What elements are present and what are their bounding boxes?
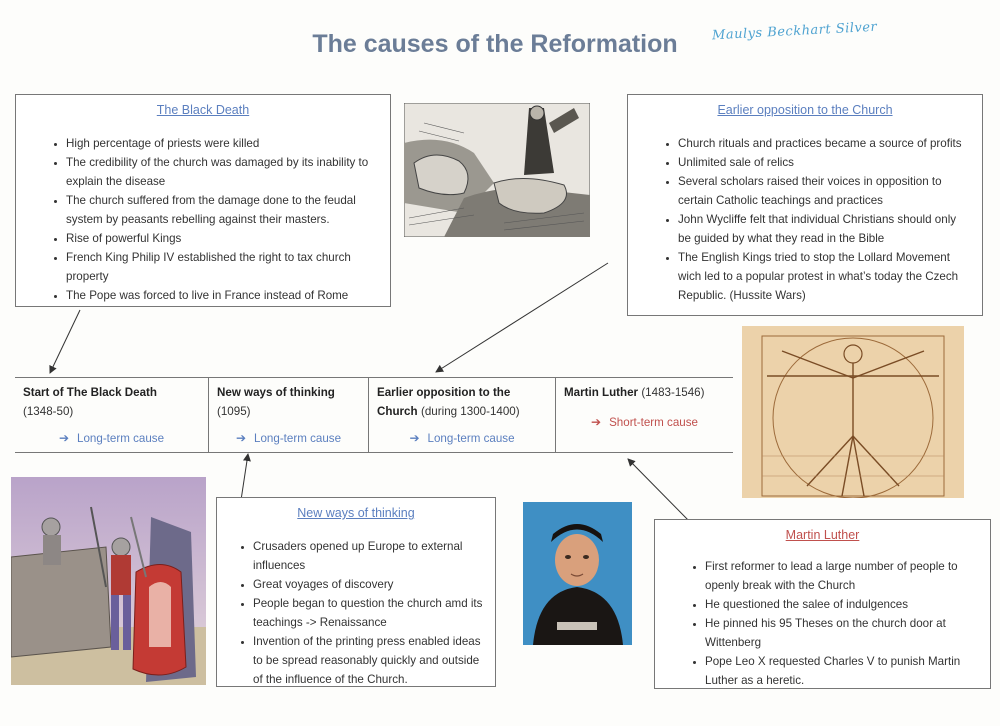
right-arrow-icon: ➔: [58, 431, 70, 445]
martin-luther-portrait-image: [523, 502, 632, 645]
timeline-table: [15, 377, 733, 453]
timeline-title: Earlier opposition to the Church: [377, 386, 511, 418]
cause-label: [556, 413, 733, 432]
timeline-cell-black-death: [15, 378, 209, 452]
new-ways-box: [216, 497, 496, 687]
timeline-cell-martin-luther: [556, 378, 733, 452]
timeline-date: (1483-1546): [641, 386, 705, 399]
timeline-title: Martin Luther: [564, 386, 639, 399]
list-item: • Invention of the printing press enabled ideas to be spread reasonably quickly and outside of the influence of the Church.: [253, 632, 495, 689]
list-item: • Unlimited sale of relics: [678, 153, 982, 172]
earlier-opposition-box: [627, 94, 983, 316]
list-item: • Pope Leo X requested Charles V to punish Martin Luther as a heretic.: [705, 652, 990, 690]
timeline-date: (during 1300-1400): [421, 405, 520, 418]
timeline-cell-earlier-opposition: [369, 378, 556, 452]
cause-label: [209, 429, 368, 448]
martin-luther-box: [654, 519, 991, 689]
new-ways-list: [217, 537, 495, 689]
crusaders-illustration-image: [11, 477, 206, 685]
list-item: • People began to question the church amd its teachings -> Renaissance: [253, 594, 495, 632]
martin-luther-list: [655, 557, 990, 690]
arrow-martin-luther: [628, 459, 692, 524]
black-death-list: [16, 134, 390, 305]
cause-text: Short-term cause: [609, 416, 698, 429]
list-item: • The Pope was forced to live in France instead of Rome: [66, 286, 390, 305]
list-item: • Crusaders opened up Europe to external influences: [253, 537, 495, 575]
right-arrow-icon: ➔: [235, 431, 247, 445]
martin-luther-heading: Martin Luther: [785, 528, 860, 542]
list-item: • The English Kings tried to stop the Lollard Movement wich led to a popular protest in what’s today the Czech Republic. (Hussite Wars): [678, 248, 982, 305]
timeline-cell-new-ways: [209, 378, 369, 452]
cause-text: Long-term cause: [77, 432, 165, 445]
cause-text: Long-term cause: [254, 432, 342, 445]
arrow-black-death: [50, 310, 80, 373]
list-item: • French King Philip IV established the right to tax church property: [66, 248, 390, 286]
earlier-opposition-list: [628, 134, 982, 305]
timeline-date: (1095): [217, 405, 251, 418]
handwritten-signature: Maulys Beckhart Silver: [711, 19, 878, 44]
vitruvian-man-image: [742, 326, 964, 498]
right-arrow-icon: ➔: [591, 415, 602, 429]
list-item: • The credibility of the church was damaged by its inability to explain the disease: [66, 153, 390, 191]
list-item: • Several scholars raised their voices in opposition to certain Catholic teachings and practices: [678, 172, 982, 210]
list-item: • High percentage of priests were killed: [66, 134, 390, 153]
list-item: • John Wycliffe felt that individual Christians should only be guided by what they read in the Bible: [678, 210, 982, 248]
page-title: The causes of the Reformation: [312, 30, 678, 58]
list-item: • Great voyages of discovery: [253, 575, 495, 594]
timeline-title: Start of The Black Death: [23, 386, 158, 399]
timeline-date: (1348-50): [23, 405, 74, 418]
black-death-heading: The Black Death: [156, 103, 250, 117]
black-death-engraving-image: [404, 103, 590, 237]
cause-label: [369, 429, 555, 448]
list-item: • The church suffered from the damage done to the feudal system by peasants rebelling against their masters.: [66, 191, 390, 229]
black-death-box: [15, 94, 391, 307]
new-ways-heading: New ways of thinking: [297, 506, 415, 520]
cause-text: Long-term cause: [427, 432, 515, 445]
list-item: • He questioned the salee of indulgences: [705, 595, 990, 614]
right-arrow-icon: ➔: [409, 431, 420, 445]
cause-label: [15, 429, 208, 448]
arrow-earlier-opposition: [436, 263, 608, 372]
timeline-title: New ways of thinking: [217, 386, 335, 399]
earlier-opposition-heading: Earlier opposition to the Church: [717, 103, 893, 117]
list-item: • Church rituals and practices became a source of profits: [678, 134, 982, 153]
list-item: • First reformer to lead a large number of people to openly break with the Church: [705, 557, 990, 595]
list-item: • He pinned his 95 Theses on the church door at Wittenberg: [705, 614, 990, 652]
list-item: • Rise of powerful Kings: [66, 229, 390, 248]
